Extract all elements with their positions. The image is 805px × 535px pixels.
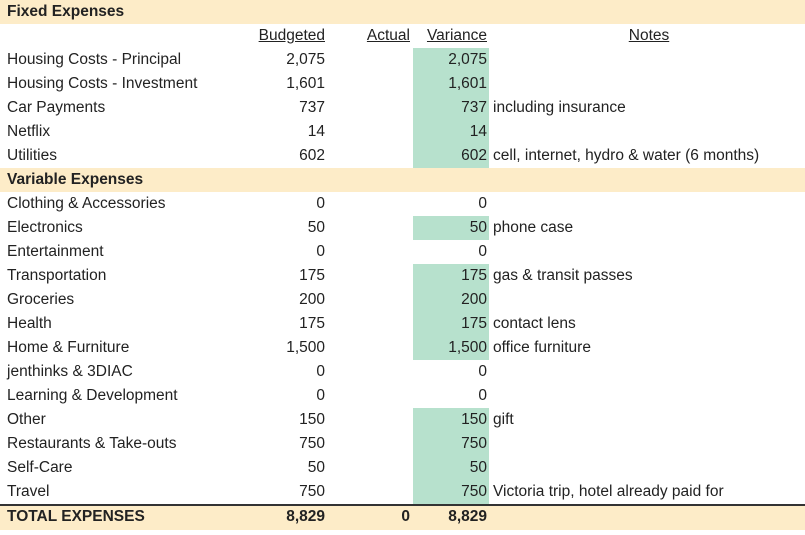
row-label[interactable]: Netflix (7, 123, 51, 140)
section-fixed-expenses[interactable] (0, 0, 805, 24)
actual-cell[interactable] (328, 288, 412, 312)
variance-cell[interactable]: 14 (413, 120, 489, 144)
actual-cell[interactable] (328, 456, 412, 480)
section-title: Variable Expenses (7, 171, 144, 188)
table-row[interactable] (0, 360, 805, 384)
table-row[interactable] (0, 336, 805, 360)
budgeted-cell[interactable]: 14 (307, 123, 325, 140)
budgeted-cell[interactable]: 2,075 (286, 51, 325, 68)
notes-cell[interactable] (489, 432, 805, 456)
total-variance: 8,829 (448, 508, 487, 525)
actual-cell[interactable] (328, 480, 412, 504)
row-label[interactable]: Car Payments (7, 99, 106, 116)
actual-cell[interactable] (328, 216, 412, 240)
notes-cell[interactable]: office furniture (493, 339, 591, 356)
budgeted-cell[interactable]: 0 (316, 243, 325, 260)
row-label[interactable]: Home & Furniture (7, 339, 130, 356)
notes-cell[interactable]: phone case (493, 219, 574, 236)
header-actual[interactable]: Actual (366, 27, 410, 44)
variance-cell[interactable]: 0 (478, 363, 487, 380)
table-row[interactable] (0, 120, 805, 144)
row-label[interactable]: Restaurants & Take-outs (7, 435, 177, 452)
notes-cell[interactable] (489, 384, 805, 408)
budgeted-cell[interactable]: 0 (316, 363, 325, 380)
actual-cell[interactable] (328, 408, 412, 432)
header-notes[interactable]: Notes (628, 27, 670, 44)
variance-cell[interactable]: 175 (413, 264, 489, 288)
total-label: TOTAL EXPENSES (7, 508, 145, 525)
variance-cell[interactable]: 175 (413, 312, 489, 336)
variance-cell[interactable]: 50 (413, 456, 489, 480)
total-row[interactable] (0, 504, 805, 530)
notes-cell[interactable] (489, 456, 805, 480)
budgeted-cell[interactable]: 602 (299, 147, 325, 164)
actual-cell[interactable] (328, 312, 412, 336)
table-row[interactable] (0, 48, 805, 72)
table-row[interactable] (0, 384, 805, 408)
variance-cell[interactable]: 50 (413, 216, 489, 240)
variance-cell[interactable]: 602 (413, 144, 489, 168)
table-row[interactable] (0, 192, 805, 216)
table-row[interactable] (0, 456, 805, 480)
actual-cell[interactable] (328, 336, 412, 360)
actual-cell[interactable] (328, 48, 412, 72)
table-row[interactable] (0, 480, 805, 504)
table-row[interactable] (0, 72, 805, 96)
row-label[interactable]: Travel (7, 483, 50, 500)
table-row[interactable] (0, 144, 805, 168)
notes-cell[interactable]: gas & transit passes (493, 267, 633, 284)
actual-cell[interactable] (328, 96, 412, 120)
budgeted-cell[interactable]: 175 (299, 267, 325, 284)
row-label[interactable]: Entertainment (7, 243, 104, 260)
variance-cell[interactable]: 0 (478, 243, 487, 260)
total-actual: 0 (401, 508, 410, 525)
variance-cell[interactable]: 750 (413, 480, 489, 504)
actual-cell[interactable] (328, 144, 412, 168)
notes-cell[interactable]: contact lens (493, 315, 576, 332)
variance-cell[interactable]: 1,500 (413, 336, 489, 360)
budgeted-cell[interactable]: 50 (307, 459, 325, 476)
notes-cell[interactable] (489, 48, 805, 72)
row-label[interactable]: Electronics (7, 219, 83, 236)
table-row[interactable] (0, 288, 805, 312)
budgeted-cell[interactable]: 50 (307, 219, 325, 236)
notes-cell[interactable]: Victoria trip, hotel already paid for (493, 483, 724, 500)
variance-cell[interactable]: 150 (413, 408, 489, 432)
notes-cell[interactable]: including insurance (493, 99, 626, 116)
row-label[interactable]: Groceries (7, 291, 75, 308)
variance-cell[interactable]: 200 (413, 288, 489, 312)
variance-cell[interactable]: 1,601 (413, 72, 489, 96)
variance-cell[interactable]: 2,075 (413, 48, 489, 72)
row-label[interactable]: Learning & Development (7, 387, 178, 404)
variance-cell[interactable]: 750 (413, 432, 489, 456)
row-label[interactable]: Self-Care (7, 459, 73, 476)
table-row[interactable] (0, 312, 805, 336)
header-budgeted[interactable]: Budgeted (258, 27, 325, 44)
notes-cell[interactable]: gift (493, 411, 514, 428)
notes-cell[interactable] (489, 120, 805, 144)
table-row[interactable] (0, 264, 805, 288)
total-budgeted: 8,829 (286, 508, 325, 525)
variance-cell[interactable]: 0 (478, 387, 487, 404)
budgeted-cell[interactable]: 200 (299, 291, 325, 308)
actual-cell[interactable] (328, 120, 412, 144)
budgeted-cell[interactable]: 0 (316, 195, 325, 212)
column-header-row (0, 24, 805, 48)
row-label[interactable]: Transportation (7, 267, 107, 284)
row-label[interactable]: Clothing & Accessories (7, 195, 166, 212)
table-row[interactable] (0, 216, 805, 240)
budgeted-cell[interactable]: 175 (299, 315, 325, 332)
actual-cell[interactable] (328, 432, 412, 456)
notes-cell[interactable] (489, 192, 805, 216)
table-row[interactable] (0, 432, 805, 456)
notes-cell[interactable] (489, 288, 805, 312)
actual-cell[interactable] (328, 72, 412, 96)
section-title: Fixed Expenses (7, 3, 125, 20)
actual-cell[interactable] (328, 264, 412, 288)
actual-cell[interactable] (328, 192, 412, 216)
notes-cell[interactable] (489, 360, 805, 384)
actual-cell[interactable] (328, 384, 412, 408)
budgeted-cell[interactable]: 1,500 (286, 339, 325, 356)
budgeted-cell[interactable]: 737 (299, 99, 325, 116)
budgeted-cell[interactable]: 0 (316, 387, 325, 404)
section-variable-expenses[interactable] (0, 168, 805, 192)
budgeted-cell[interactable]: 1,601 (286, 75, 325, 92)
header-variance[interactable]: Variance (426, 27, 487, 44)
actual-cell[interactable] (328, 360, 412, 384)
notes-cell[interactable] (489, 72, 805, 96)
row-label[interactable]: Other (7, 411, 46, 428)
actual-cell[interactable] (328, 240, 412, 264)
budgeted-cell[interactable]: 750 (299, 483, 325, 500)
row-label[interactable]: jenthinks & 3DIAC (7, 363, 133, 380)
row-label[interactable]: Housing Costs - Investment (7, 75, 198, 92)
budgeted-cell[interactable]: 150 (299, 411, 325, 428)
row-label[interactable]: Utilities (7, 147, 57, 164)
table-row[interactable] (0, 408, 805, 432)
row-label[interactable]: Housing Costs - Principal (7, 51, 182, 68)
notes-cell[interactable] (489, 240, 805, 264)
variance-cell[interactable]: 737 (413, 96, 489, 120)
row-label[interactable]: Health (7, 315, 52, 332)
variance-cell[interactable]: 0 (478, 195, 487, 212)
table-row[interactable] (0, 240, 805, 264)
table-row[interactable] (0, 96, 805, 120)
notes-cell[interactable]: cell, internet, hydro & water (6 months) (493, 147, 760, 164)
budgeted-cell[interactable]: 750 (299, 435, 325, 452)
